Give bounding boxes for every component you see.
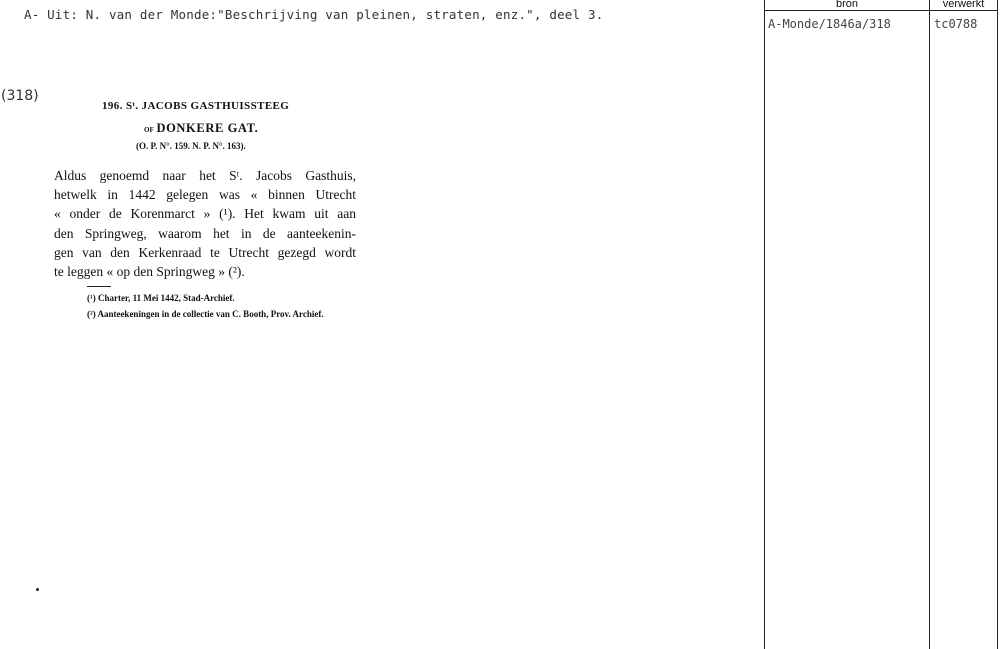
column-header-verwerkt: verwerkt — [942, 0, 985, 10]
table-divider — [764, 0, 765, 649]
body-line: te leggen « op den Springweg » (²). — [54, 264, 245, 280]
body-line: gen van den Kerkenraad te Utrecht gezegd wordt — [54, 244, 356, 260]
entry-title: Sᵗ. JACOBS GASTHUISSTEEG — [126, 100, 290, 112]
table-divider — [929, 0, 930, 649]
table-cell-verwerkt: tc0788 — [934, 17, 978, 31]
body-line: den Springweg, waarom het in de aanteekenin- — [54, 225, 356, 241]
table-cell-bron: A-Monde/1846a/318 — [768, 17, 891, 31]
footnote: (²) Aanteekeningen in de collectie van C. Booth, Prov. Archief. — [87, 309, 324, 319]
entry-heading — [102, 100, 289, 112]
body-line: Aldus genoemd naar het Sᵗ. Jacobs Gasthuis, — [54, 168, 356, 183]
column-header-bron: bron — [835, 0, 859, 10]
entry-number: 196. — [102, 100, 123, 112]
entry-body — [54, 166, 356, 281]
footnote-divider — [87, 286, 111, 287]
entry-of: OF — [144, 126, 154, 134]
table-divider — [997, 0, 998, 649]
body-line: hetwelk in 1442 gelegen was « binnen Utrecht — [54, 187, 356, 203]
bullet-mark — [36, 588, 39, 591]
table-header-rule — [764, 10, 998, 11]
footnote: (¹) Charter, 11 Mei 1442, Stad-Archief. — [87, 293, 235, 303]
body-line: « onder de Korenmarct » (¹). Het kwam uit aan — [54, 206, 356, 222]
document-header: A- Uit: N. van der Monde:"Beschrijving van pleinen, straten, enz.", deel 3. — [24, 7, 604, 22]
margin-page-note: (318) — [1, 88, 39, 104]
entry-subtitle: DONKERE GAT. — [156, 121, 259, 135]
entry-reference: (O. P. N°. 159. N. P. N°. 163). — [136, 141, 246, 151]
entry-subheading — [144, 121, 258, 136]
